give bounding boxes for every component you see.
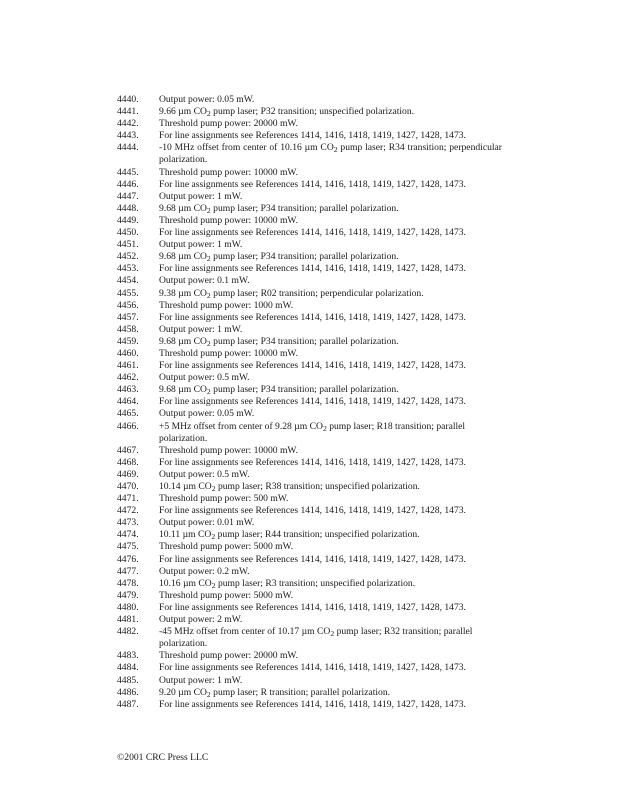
note-text-segment: Output power: 0.5 mW. — [159, 372, 250, 384]
note-item — [117, 227, 502, 239]
notes-list — [117, 94, 502, 711]
note-text-segment: Threshold pump power: 1000 mW. — [159, 299, 294, 311]
note-text — [159, 566, 502, 578]
copyright-footer: ©2001 CRC Press LLC — [117, 752, 209, 763]
note-text — [159, 687, 502, 699]
note-text — [159, 469, 502, 481]
subscript: 2 — [333, 145, 338, 155]
note-item — [117, 324, 502, 336]
note-text — [159, 614, 502, 626]
note-item — [117, 566, 502, 578]
note-text-segment: 10.16 µm CO — [159, 577, 212, 589]
note-text-segment: 10.11 µm CO — [159, 529, 212, 541]
note-item — [117, 239, 502, 251]
note-item — [117, 215, 502, 227]
note-number: 4482. — [117, 626, 139, 638]
note-text-segment: 9.68 µm CO — [159, 202, 207, 214]
note-number: 4456. — [117, 299, 139, 311]
note-item — [117, 554, 502, 566]
note-item — [117, 360, 502, 372]
note-item — [117, 408, 502, 420]
note-text — [159, 396, 502, 408]
subscript: 2 — [322, 423, 327, 433]
note-item — [117, 396, 502, 408]
note-number: 4450. — [117, 227, 139, 239]
note-text-segment: Threshold pump power: 20000 mW. — [159, 118, 299, 130]
note-text-segment: Threshold pump power: 10000 mW. — [159, 166, 299, 178]
subscript: 2 — [206, 109, 211, 118]
note-item — [117, 275, 502, 287]
note-text-segment: For line assignments see References 1414, 1416, 1418, 1419, 1427, 1428, 1473. — [159, 178, 466, 190]
note-item — [117, 457, 502, 469]
note-text-segment: Threshold pump power: 10000 mW. — [159, 347, 299, 359]
note-number: 4460. — [117, 347, 139, 359]
note-text-segment: Threshold pump power: 10000 mW. — [159, 214, 299, 226]
note-item — [117, 288, 502, 300]
note-text — [159, 590, 502, 602]
note-text-segment: Output power: 0.1 mW. — [159, 275, 250, 287]
note-item — [117, 590, 502, 602]
note-text-segment: For line assignments see References 1414, 1416, 1418, 1419, 1427, 1428, 1473. — [159, 662, 466, 674]
note-number: 4442. — [117, 118, 139, 130]
note-text — [159, 554, 502, 566]
note-text — [159, 662, 502, 674]
note-text-segment: -10 MHz offset from center of 10.16 µm CO — [159, 142, 334, 154]
note-text-segment: pump laser; R02 transition; perpendicular polarization. — [210, 287, 424, 299]
note-item — [117, 251, 502, 263]
note-number: 4446. — [117, 178, 139, 190]
note-item — [117, 118, 502, 130]
note-text-segment: For line assignments see References 1414, 1416, 1418, 1419, 1427, 1428, 1473. — [159, 311, 466, 323]
note-item — [117, 493, 502, 505]
note-text-segment: Threshold pump power: 20000 mW. — [159, 650, 299, 662]
note-number: 4440. — [117, 94, 139, 105]
note-text — [159, 481, 502, 493]
note-number: 4454. — [117, 275, 139, 287]
note-text — [159, 457, 502, 469]
note-number: 4474. — [117, 529, 139, 541]
note-text-segment: 9.68 µm CO — [159, 251, 207, 263]
note-text-segment: pump laser; R34 transition; perpendicular polarization. — [159, 142, 502, 166]
note-item — [117, 94, 502, 106]
note-text-segment: pump laser; R18 transition; parallel polarization. — [159, 420, 466, 444]
subscript: 2 — [206, 689, 211, 699]
note-text-segment: pump laser; R transition; parallel polarization. — [210, 686, 391, 698]
note-text-segment: Output power: 1 mW. — [159, 323, 243, 335]
note-text — [159, 275, 502, 287]
note-text-segment: pump laser; R3 transition; unspecified polarization. — [215, 577, 416, 589]
note-number: 4473. — [117, 517, 139, 529]
note-text-segment: Output power: 0.05 mW. — [159, 408, 255, 420]
note-text — [159, 650, 502, 662]
note-item — [117, 662, 502, 674]
note-item — [117, 142, 502, 166]
subscript: 2 — [206, 387, 211, 397]
note-number: 4457. — [117, 311, 139, 323]
note-number: 4463. — [117, 384, 139, 396]
note-number: 4464. — [117, 396, 139, 408]
note-text — [159, 348, 502, 360]
note-text — [159, 372, 502, 384]
note-item — [117, 203, 502, 215]
note-text-segment: For line assignments see References 1414, 1416, 1418, 1419, 1427, 1428, 1473. — [159, 553, 466, 565]
note-text — [159, 541, 502, 553]
note-text-segment: pump laser; P34 transition; parallel polarization. — [210, 251, 399, 263]
note-text-segment: pump laser; P32 transition; unspecified polarization. — [210, 106, 415, 118]
note-number: 4452. — [117, 251, 139, 263]
note-number: 4485. — [117, 674, 139, 686]
note-text-segment: Output power: 0.2 mW. — [159, 565, 250, 577]
subscript: 2 — [206, 205, 211, 215]
note-number: 4483. — [117, 650, 139, 662]
note-number: 4479. — [117, 589, 139, 601]
note-text-segment: pump laser; R38 transition; unspecified polarization. — [215, 481, 420, 492]
note-number: 4451. — [117, 239, 139, 251]
note-item — [117, 469, 502, 481]
note-item — [117, 602, 502, 614]
note-text — [159, 384, 502, 396]
note-item — [117, 481, 502, 493]
note-text-segment: For line assignments see References 1414, 1416, 1418, 1419, 1427, 1428, 1473. — [159, 263, 466, 275]
note-number: 4471. — [117, 493, 139, 505]
note-text — [159, 336, 502, 348]
note-text-segment: 9.66 µm CO — [159, 106, 207, 118]
subscript: 2 — [206, 338, 211, 348]
note-item — [117, 263, 502, 275]
note-item — [117, 106, 502, 118]
subscript: 2 — [206, 254, 211, 264]
note-text-segment: pump laser; P34 transition; parallel polarization. — [210, 335, 399, 347]
note-text — [159, 142, 502, 166]
note-item — [117, 675, 502, 687]
note-text — [159, 324, 502, 336]
note-item — [117, 650, 502, 662]
note-item — [117, 179, 502, 191]
note-text-segment: Output power: 0.5 mW. — [159, 468, 250, 480]
note-text — [159, 493, 502, 505]
note-item — [117, 348, 502, 360]
note-text-segment: Output power: 0.01 mW. — [159, 517, 255, 529]
note-text — [159, 251, 502, 263]
subscript: 2 — [211, 580, 216, 590]
note-number: 4441. — [117, 106, 139, 118]
note-number: 4484. — [117, 662, 139, 674]
note-text — [159, 227, 502, 239]
note-number: 4459. — [117, 335, 139, 347]
subscript: 2 — [206, 290, 211, 300]
note-text-segment: For line assignments see References 1414, 1416, 1418, 1419, 1427, 1428, 1473. — [159, 130, 466, 142]
note-number: 4478. — [117, 577, 139, 589]
note-number: 4486. — [117, 686, 139, 698]
note-number: 4470. — [117, 481, 139, 492]
note-number: 4448. — [117, 202, 139, 214]
note-number: 4475. — [117, 541, 139, 553]
note-text-segment: 9.38 µm CO — [159, 287, 207, 299]
note-text — [159, 203, 502, 215]
note-item — [117, 312, 502, 324]
note-number: 4444. — [117, 142, 139, 154]
note-item — [117, 687, 502, 699]
note-number: 4481. — [117, 614, 139, 626]
note-item — [117, 130, 502, 142]
note-text-segment: Threshold pump power: 5000 mW. — [159, 541, 294, 553]
note-number: 4445. — [117, 166, 139, 178]
note-text-segment: -45 MHz offset from center of 10.17 µm CO — [159, 626, 331, 638]
note-text — [159, 626, 502, 650]
note-text-segment: For line assignments see References 1414, 1416, 1418, 1419, 1427, 1428, 1473. — [159, 360, 466, 372]
note-number: 4487. — [117, 698, 139, 710]
note-item — [117, 699, 502, 711]
note-text-segment: 9.20 µm CO — [159, 686, 207, 698]
note-text-segment: For line assignments see References 1414, 1416, 1418, 1419, 1427, 1428, 1473. — [159, 698, 466, 710]
note-text — [159, 517, 502, 529]
note-number: 4453. — [117, 263, 139, 275]
note-number: 4462. — [117, 372, 139, 384]
note-text — [159, 179, 502, 191]
note-item — [117, 421, 502, 445]
note-item — [117, 517, 502, 529]
note-text — [159, 215, 502, 227]
note-item — [117, 626, 502, 650]
note-text-segment: Threshold pump power: 500 mW. — [159, 493, 289, 505]
note-number: 4469. — [117, 468, 139, 480]
note-number: 4466. — [117, 420, 139, 432]
note-number: 4461. — [117, 360, 139, 372]
note-text-segment: pump laser; P34 transition; parallel polarization. — [210, 384, 399, 396]
subscript: 2 — [330, 629, 335, 639]
subscript: 2 — [211, 483, 216, 493]
note-item — [117, 614, 502, 626]
subscript: 2 — [211, 532, 216, 542]
note-text-segment: 9.68 µm CO — [159, 384, 207, 396]
note-number: 4467. — [117, 444, 139, 456]
note-text — [159, 529, 502, 541]
note-text — [159, 239, 502, 251]
note-text-segment: Threshold pump power: 5000 mW. — [159, 589, 294, 601]
note-number: 4477. — [117, 565, 139, 577]
note-item — [117, 505, 502, 517]
note-text — [159, 312, 502, 324]
note-text-segment: Output power: 1 mW. — [159, 674, 243, 686]
note-number: 4480. — [117, 601, 139, 613]
note-text-segment: Output power: 0.05 mW. — [159, 94, 255, 105]
note-text-segment: Output power: 2 mW. — [159, 614, 243, 626]
note-text — [159, 106, 502, 118]
note-item — [117, 541, 502, 553]
note-text-segment: pump laser; P34 transition; parallel polarization. — [210, 202, 399, 214]
note-number: 4468. — [117, 456, 139, 468]
note-text — [159, 675, 502, 687]
note-text-segment: pump laser; R32 transition; parallel polarization. — [159, 626, 473, 650]
note-item — [117, 529, 502, 541]
note-text — [159, 94, 502, 106]
note-text-segment: Output power: 1 mW. — [159, 239, 243, 251]
note-text-segment: +5 MHz offset from center of 9.28 µm CO — [159, 420, 323, 432]
note-text-segment: 10.14 µm CO — [159, 481, 212, 492]
note-number: 4472. — [117, 505, 139, 517]
note-number: 4447. — [117, 190, 139, 202]
note-text-segment: For line assignments see References 1414, 1416, 1418, 1419, 1427, 1428, 1473. — [159, 396, 466, 408]
note-number: 4458. — [117, 323, 139, 335]
note-item — [117, 336, 502, 348]
note-text — [159, 167, 502, 179]
note-number: 4476. — [117, 553, 139, 565]
note-text-segment: For line assignments see References 1414, 1416, 1418, 1419, 1427, 1428, 1473. — [159, 601, 466, 613]
note-text-segment: Output power: 1 mW. — [159, 190, 243, 202]
note-text-segment: 9.68 µm CO — [159, 335, 207, 347]
note-text-segment: pump laser; R44 transition; unspecified polarization. — [215, 529, 420, 541]
note-text — [159, 445, 502, 457]
note-item — [117, 445, 502, 457]
note-item — [117, 167, 502, 179]
note-item — [117, 384, 502, 396]
note-number: 4449. — [117, 214, 139, 226]
note-text-segment: For line assignments see References 1414, 1416, 1418, 1419, 1427, 1428, 1473. — [159, 456, 466, 468]
note-number: 4465. — [117, 408, 139, 420]
note-text — [159, 578, 502, 590]
note-text — [159, 191, 502, 203]
note-text — [159, 360, 502, 372]
note-text — [159, 118, 502, 130]
note-text — [159, 421, 502, 445]
note-text — [159, 408, 502, 420]
note-text — [159, 288, 502, 300]
note-item — [117, 191, 502, 203]
note-item — [117, 578, 502, 590]
note-text — [159, 263, 502, 275]
note-number: 4443. — [117, 130, 139, 142]
note-text — [159, 699, 502, 711]
note-text-segment: For line assignments see References 1414, 1416, 1418, 1419, 1427, 1428, 1473. — [159, 227, 466, 239]
note-number: 4455. — [117, 287, 139, 299]
note-text-segment: Threshold pump power: 10000 mW. — [159, 444, 299, 456]
note-text-segment: For line assignments see References 1414, 1416, 1418, 1419, 1427, 1428, 1473. — [159, 505, 466, 517]
note-text — [159, 300, 502, 312]
note-text — [159, 130, 502, 142]
note-text — [159, 602, 502, 614]
note-text — [159, 505, 502, 517]
note-item — [117, 300, 502, 312]
note-item — [117, 372, 502, 384]
